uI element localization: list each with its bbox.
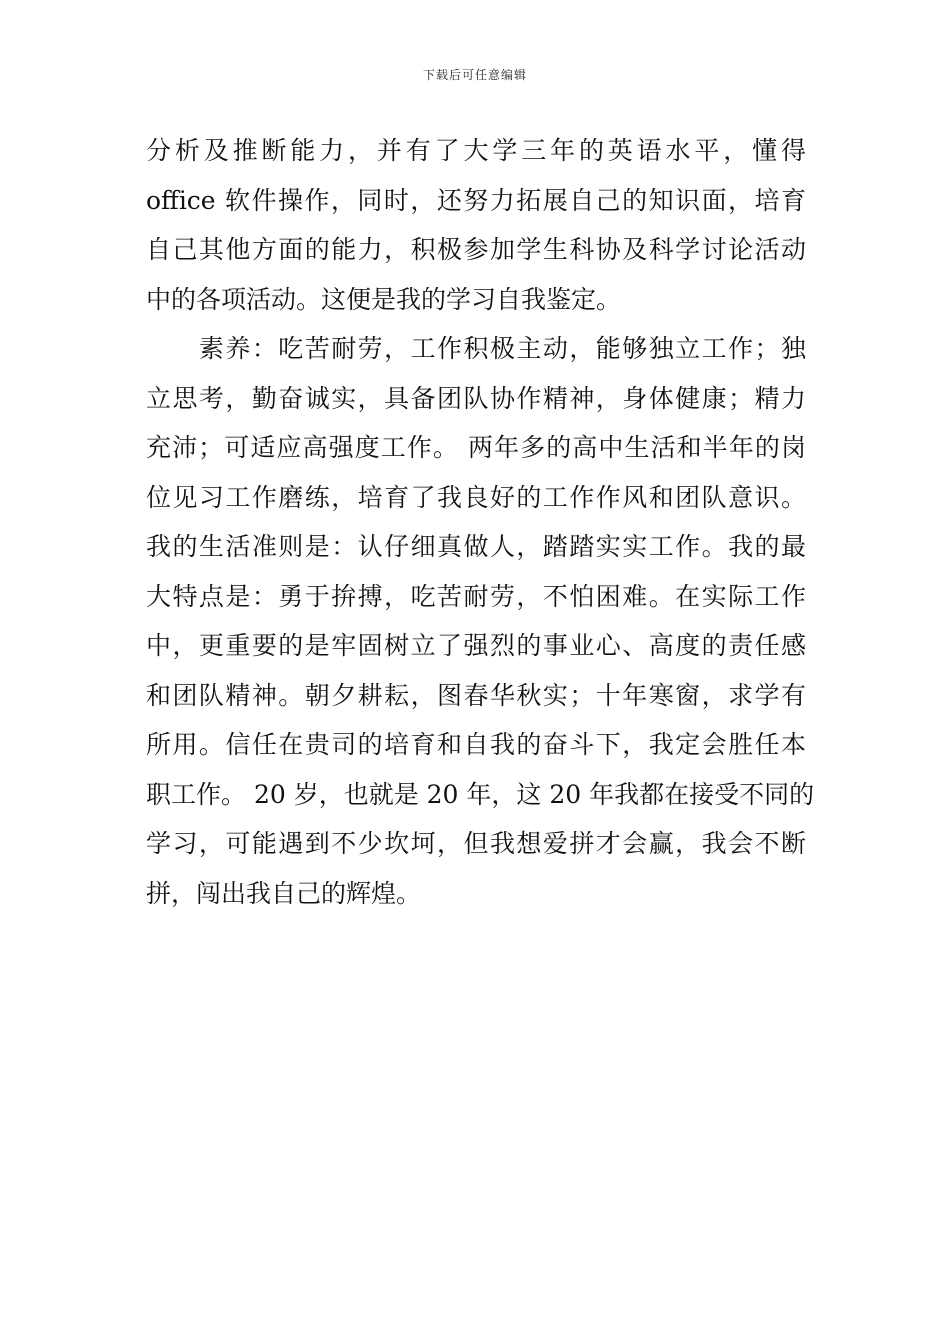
text-line: 职工作。 20 岁，也就是 20 年，这 20 年我都在接受不同的 [146,779,815,809]
text-line: 拼，闯出我自己的辉煌。 [146,878,422,908]
text-line: 学习，可能遇到不少坎坷，但我想爱拼才会赢，我会不断 [146,829,806,858]
text-line: 位见习工作磨练，培育了我良好的工作作风和团队意识。 [146,482,806,512]
text-line: 所用。信任在贵司的培育和自我的奋斗下，我定会胜任本 [146,730,806,759]
text-line: office 软件操作，同时，还努力拓展自己的知识面，培育 [146,185,806,215]
text-line: 立思考，勤奋诚实，具备团队协作精神，身体健康；精力 [146,383,806,413]
text-line: 和团队精神。朝夕耕耘，图春华秋实；十年寒窗，求学有 [146,680,806,710]
text-line: 自己其他方面的能力，积极参加学生科协及科学讨论活动 [146,235,806,264]
text-line: 充沛；可适应高强度工作。 两年多的高中生活和半年的岗 [146,433,806,462]
text-line: 素养：吃苦耐劳，工作积极主动，能够独立工作；独 [146,334,806,363]
text-line: 中，更重要的是牢固树立了强烈的事业心、高度的责任感 [146,631,806,660]
text-line: 中的各项活动。这便是我的学习自我鉴定。 [146,284,622,314]
page-header-note: 下载后可任意编辑 [422,68,527,82]
document-body [146,126,815,918]
text-line: 我的生活准则是：认仔细真做人，踏踏实实工作。我的最 [146,532,806,561]
text-line: 大特点是：勇于拚搏，吃苦耐劳，不怕困难。在实际工作 [146,581,806,611]
text-line: 分析及推断能力，并有了大学三年的英语水平，懂得 [146,136,806,165]
